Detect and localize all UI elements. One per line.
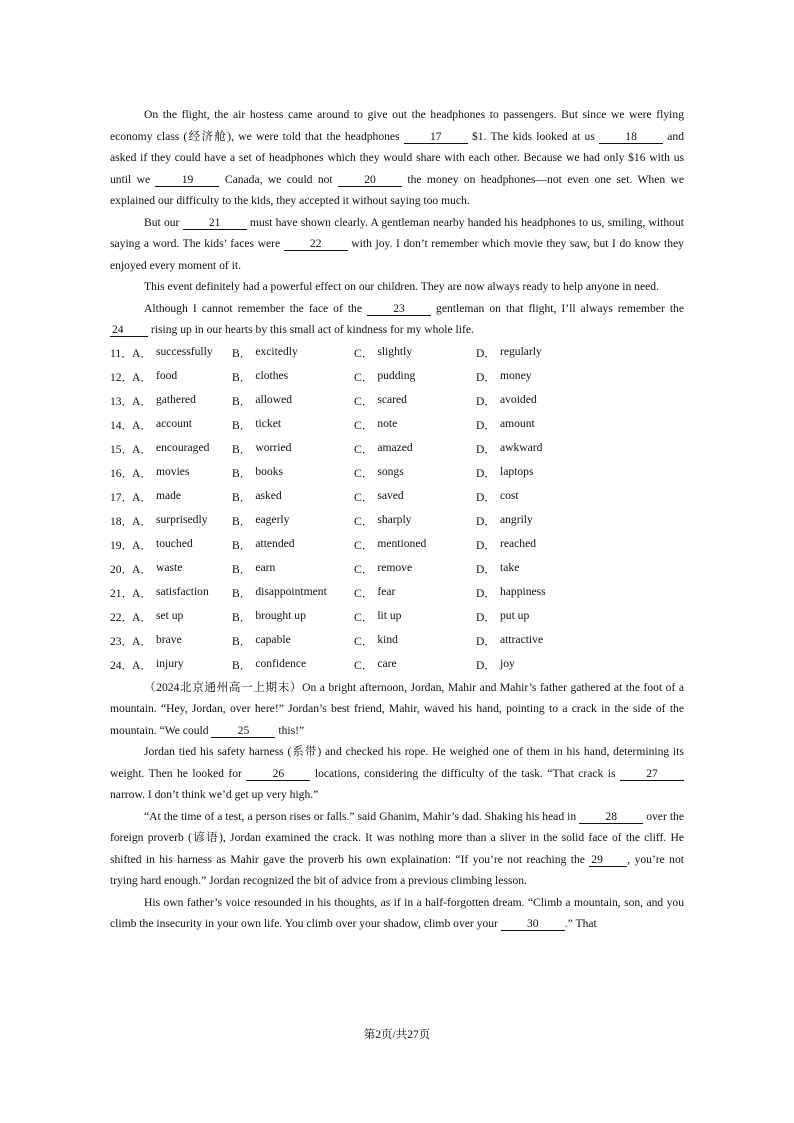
option-letter: B． [232,346,252,360]
option-d [476,345,596,361]
question-number: 19． [110,538,134,552]
option-b [232,513,354,529]
passage2-paragraph-1 [110,677,684,742]
option-letter: B． [232,562,252,576]
option-text: gathered [155,392,196,406]
option-letter: D． [476,490,496,504]
option-text: put up [499,608,530,622]
text-span: over the foreign proverb (谚语), Jordan examined the crack. It was nothing more than a sliver in the solid face of the cliff. He shifted in his harness as Mahir gave the proverb his own explaination: “If you’re not reaching the [110,809,684,866]
option-letter: C． [354,610,374,624]
text-span: $1. The kids looked at us [467,129,600,143]
text-span: must have shown clearly. A gentleman nearby handed his headphones to us, smiling, without saying a word. The kids’ faces were [110,215,684,250]
question-row [110,437,684,461]
text-span: rising up in our hearts by this small act of kindness for my whole life. [148,323,474,336]
option-c [354,657,476,673]
option-a [132,369,232,385]
text-span: , you’re not trying hard enough.” Jordan recognized the bit of advice from a previous climbing lesson. [110,852,684,887]
passage2-paragraph-4 [110,892,684,935]
text-span: the money on headphones—not even one set. When we explained our difficulty to the kids, they accepted it without saying too much. [110,172,685,207]
option-letter: D． [476,418,496,432]
text-span: Although I cannot remember the face of the [144,301,368,315]
option-a [132,537,232,553]
option-letter: A． [132,394,152,408]
option-text: earn [255,560,276,574]
blank-20: 20 [338,173,402,187]
option-letter: C． [354,538,374,552]
option-letter: A． [132,514,152,528]
text-span: Canada, we could not [219,172,338,186]
option-letter: C． [354,658,374,672]
option-text: surprisedly [155,512,208,526]
option-d [476,465,596,481]
option-a [132,489,232,505]
option-letter: A． [132,370,152,384]
option-text: account [155,416,193,430]
text-span: But our [144,215,183,229]
option-c [354,513,476,529]
text-span: and asked if they could have a set of headphones which they would share with each other. Because we had only $16 with us until we [110,129,685,186]
question-number: 12． [110,370,134,384]
option-text: reached [499,536,537,550]
option-letter: A． [132,610,152,624]
option-text: allowed [255,392,293,406]
option-text: remove [377,560,413,574]
question-row [110,485,684,509]
blank-22: 22 [284,237,348,251]
option-b [232,585,354,601]
option-c [354,417,476,433]
text-span: （2024北京通州高一上期末）On a bright afternoon, Jordan, Mahir and Mahir’s father gathered at the foot of a mountain. “Hey, Jordan, over here!” Jordan’s best friend, Mahir, waved his hand, pointing to a crack in the side of the mountain. “We could [110,680,684,737]
passage1-paragraph-3: This event definitely had a powerful effect on our children. They are now always ready to help anyone in need. [144,280,659,293]
option-text: eagerly [255,512,290,526]
option-text: made [155,488,182,502]
option-letter: C． [354,562,374,576]
option-c [354,561,476,577]
option-text: books [255,464,284,478]
option-letter: A． [132,442,152,456]
option-letter: C． [354,634,374,648]
option-b [232,489,354,505]
option-text: successfully [155,344,213,358]
option-letter: D． [476,514,496,528]
option-d [476,393,596,409]
question-number: 23． [110,634,134,648]
option-a [132,417,232,433]
text-span: On the flight, the air hostess came around to give out the headphones to passengers. But since we were flying economy class (经济舱), we were told that the headphones [110,108,684,143]
option-text: waste [155,560,183,574]
question-number: 21． [110,586,134,600]
option-text: kind [377,632,398,646]
option-text: touched [155,536,193,550]
option-letter: B． [232,442,252,456]
question-number: 24． [110,658,134,672]
option-text: amazed [377,440,413,454]
option-letter: C． [354,442,374,456]
blank-24: 24 [110,323,148,337]
option-text: sharply [377,512,412,526]
option-a [132,345,232,361]
option-text: attended [255,536,295,550]
option-text: excitedly [255,344,298,358]
option-letter: D． [476,634,496,648]
option-a [132,465,232,481]
option-text: asked [255,488,282,502]
question-number: 16． [110,466,134,480]
option-b [232,441,354,457]
passage1-paragraph-4 [110,298,684,341]
option-c [354,585,476,601]
option-text: worried [255,440,292,454]
passage2-paragraph-2 [110,741,684,806]
option-letter: C． [354,370,374,384]
option-letter: A． [132,466,152,480]
option-letter: A． [132,658,152,672]
option-text: slightly [377,344,413,358]
blank-17: 17 [404,130,468,144]
question-row [110,557,684,581]
option-b [232,561,354,577]
question-row [110,653,684,677]
passage1-paragraph-2 [110,212,684,277]
option-text: take [499,560,520,574]
question-options-list [110,341,684,677]
option-text: brave [155,632,182,646]
option-a [132,393,232,409]
option-b [232,657,354,673]
option-text: set up [155,608,184,622]
option-text: lit up [377,608,402,622]
option-c [354,489,476,505]
option-d [476,417,596,433]
question-row [110,605,684,629]
text-span: “At the time of a test, a person rises or falls.” said Ghanim, Mahir’s dad. Shaking his head in [144,809,580,823]
blank-23: 23 [367,302,431,316]
blank-27: 27 [620,767,684,781]
option-b [232,465,354,481]
option-letter: C． [354,346,374,360]
option-letter: D． [476,562,496,576]
option-letter: A． [132,346,152,360]
text-span: gentleman on that flight, I’ll always remember the [431,301,684,315]
option-text: scared [377,392,407,406]
option-letter: B． [232,514,252,528]
option-text: laptops [499,464,534,478]
option-d [476,513,596,529]
question-row [110,509,684,533]
option-b [232,537,354,553]
option-text: satisfaction [155,584,209,598]
option-text: brought up [255,608,306,622]
option-letter: C． [354,466,374,480]
option-a [132,513,232,529]
question-row [110,581,684,605]
blank-29: 29 [589,853,627,867]
option-text: injury [155,656,184,670]
blank-26: 26 [246,767,310,781]
blank-21: 21 [183,216,247,230]
option-letter: D． [476,586,496,600]
option-d [476,561,596,577]
option-text: mentioned [377,536,427,550]
option-letter: A． [132,586,152,600]
option-a [132,561,232,577]
blank-30: 30 [501,917,565,931]
option-letter: B． [232,658,252,672]
option-letter: B． [232,634,252,648]
question-row [110,629,684,653]
option-text: avoided [499,392,537,406]
option-text: ticket [255,416,282,430]
option-c [354,441,476,457]
blank-28: 28 [579,810,643,824]
option-a [132,657,232,673]
option-letter: A． [132,418,152,432]
option-a [132,441,232,457]
option-letter: D． [476,442,496,456]
question-number: 15． [110,442,134,456]
option-letter: B． [232,586,252,600]
option-d [476,657,596,673]
option-a [132,585,232,601]
option-b [232,633,354,649]
option-c [354,633,476,649]
option-letter: D． [476,394,496,408]
option-letter: D． [476,466,496,480]
text-span: His own father’s voice resounded in his thoughts, as if in a half-forgotten dream. “Climb a mountain, son, and you climb the insecurity in your own life. You climb over your shadow, climb over your [110,895,684,930]
option-b [232,345,354,361]
option-text: clothes [255,368,289,382]
blank-19: 19 [155,173,219,187]
option-d [476,585,596,601]
option-d [476,369,596,385]
option-text: joy [499,656,515,670]
option-d [476,489,596,505]
text-span: narrow. I don’t think we’d get up very high.” [110,788,319,801]
option-letter: C． [354,490,374,504]
option-text: songs [377,464,404,478]
question-number: 13． [110,394,134,408]
passage1-paragraph-1 [110,104,684,212]
question-number: 17． [110,490,134,504]
question-number: 11． [110,346,133,360]
page-content [110,104,684,935]
option-d [476,537,596,553]
option-letter: D． [476,346,496,360]
option-letter: A． [132,634,152,648]
question-row [110,413,684,437]
text-span: Jordan tied his safety harness (系带) and checked his rope. He weighed one of them in his hand, determining its weight. Then he looked for [110,745,684,780]
option-b [232,417,354,433]
option-text: confidence [255,656,307,670]
question-number: 22． [110,610,134,624]
option-text: disappointment [255,584,327,598]
option-text: care [377,656,397,670]
option-letter: C． [354,394,374,408]
option-letter: B． [232,538,252,552]
option-text: happiness [499,584,546,598]
option-letter: C． [354,586,374,600]
option-text: money [499,368,532,382]
question-number: 18． [110,514,134,528]
page-footer: 第2页/共27页 [363,1029,431,1041]
question-number: 14． [110,418,134,432]
option-text: cost [499,488,519,502]
option-c [354,393,476,409]
option-c [354,609,476,625]
text-span: .” That [564,917,597,930]
option-letter: D． [476,370,496,384]
option-text: fear [377,584,396,598]
option-letter: B． [232,610,252,624]
option-c [354,345,476,361]
option-text: pudding [377,368,416,382]
option-c [354,369,476,385]
option-letter: B． [232,466,252,480]
option-c [354,465,476,481]
blank-18: 18 [599,130,663,144]
option-letter: B． [232,490,252,504]
option-a [132,633,232,649]
question-number: 20． [110,562,134,576]
text-span: with joy. I don’t remember which movie they saw, but I do know they enjoyed every moment of it. [110,237,684,272]
option-letter: A． [132,490,152,504]
option-text: capable [255,632,291,646]
question-row [110,341,684,365]
text-span: locations, considering the difficulty of the task. “That crack is [310,766,620,780]
option-d [476,609,596,625]
option-d [476,633,596,649]
blank-25: 25 [211,724,275,738]
option-letter: B． [232,394,252,408]
option-b [232,369,354,385]
option-text: food [155,368,178,382]
option-text: saved [377,488,404,502]
option-d [476,441,596,457]
option-c [354,537,476,553]
option-text: encouraged [155,440,210,454]
option-letter: B． [232,418,252,432]
option-a [132,609,232,625]
option-text: note [377,416,398,430]
option-b [232,609,354,625]
option-text: movies [155,464,190,478]
option-text: attractive [499,632,544,646]
passage2-paragraph-3 [110,806,684,892]
option-letter: A． [132,538,152,552]
question-row [110,461,684,485]
question-row [110,389,684,413]
option-letter: D． [476,658,496,672]
option-text: regularly [499,344,542,358]
question-row [110,365,684,389]
option-letter: B． [232,370,252,384]
option-b [232,393,354,409]
option-letter: D． [476,538,496,552]
text-span: this!” [275,723,305,737]
option-text: angrily [499,512,533,526]
option-text: amount [499,416,535,430]
option-letter: D． [476,610,496,624]
option-letter: C． [354,514,374,528]
option-letter: A． [132,562,152,576]
option-letter: C． [354,418,374,432]
option-text: awkward [499,440,543,454]
question-row [110,533,684,557]
